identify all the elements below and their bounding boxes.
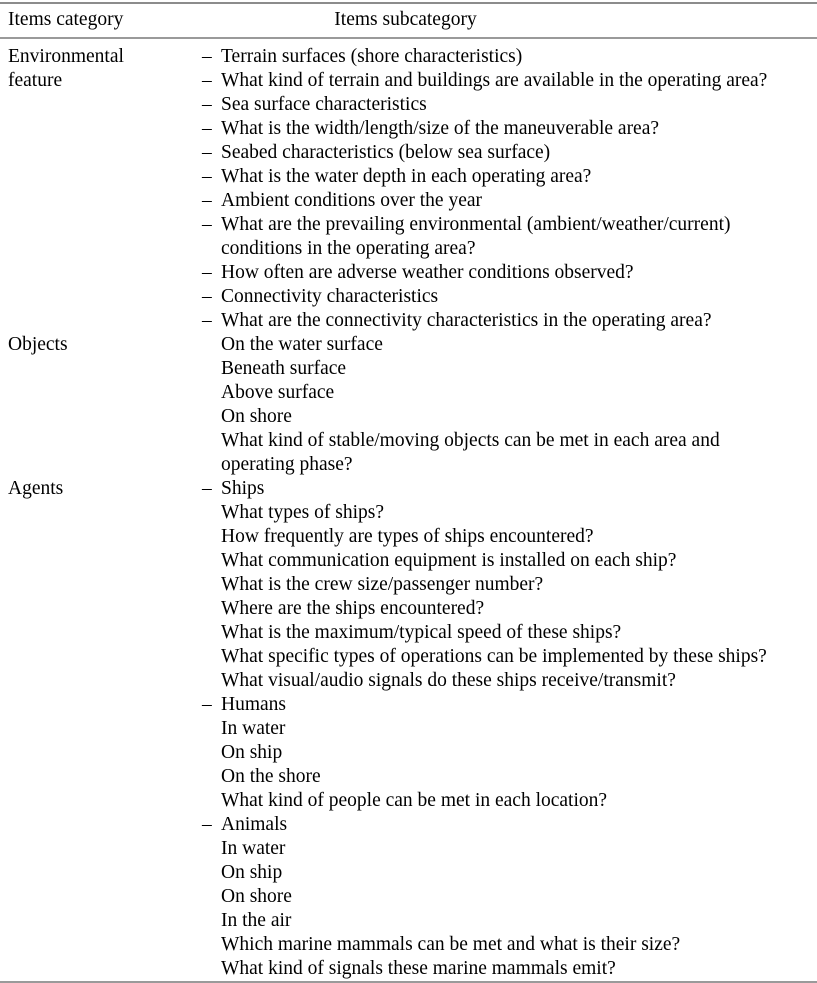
subcategory-item (202, 381, 805, 405)
items-category-cell (0, 333, 202, 357)
subcategory-item (202, 597, 805, 621)
items-subcategory-cell (202, 477, 817, 981)
subcategory-item-text: In the air (221, 910, 292, 931)
subcategory-item (202, 837, 805, 861)
subcategory-item-text: Above surface (221, 382, 335, 403)
subcategory-item (202, 69, 805, 93)
dash-bullet-icon: – (202, 94, 212, 115)
dash-bullet-icon: – (202, 118, 212, 139)
subcategory-item (202, 501, 805, 525)
subcategory-item (202, 549, 805, 573)
items-category-cell (0, 477, 202, 501)
dash-bullet-icon: – (202, 70, 212, 91)
subcategory-item-text: How often are adverse weather conditions observed? (221, 262, 634, 283)
table-row (0, 333, 817, 477)
table-body (0, 39, 817, 981)
subcategory-item (202, 717, 805, 741)
subcategory-item (202, 861, 805, 885)
subcategory-item-text: What is the maximum/typical speed of these ships? (221, 622, 622, 643)
subcategory-item-text: What kind of stable/moving objects can be met in each area and operating phase? (221, 430, 720, 475)
dash-bullet-icon: – (202, 166, 212, 187)
column-header-items-subcategory: Items subcategory (334, 9, 477, 30)
subcategory-item (202, 333, 805, 357)
dash-bullet-icon: – (202, 286, 212, 307)
subcategory-item-text: On shore (221, 406, 292, 427)
subcategory-item-text: Animals (221, 814, 288, 835)
subcategory-item-text: On ship (221, 742, 283, 763)
dash-bullet-icon: – (202, 142, 212, 163)
column-header-items-category: Items category (8, 9, 124, 30)
subcategory-item-text: In water (221, 838, 286, 859)
dash-bullet-icon: – (202, 46, 212, 67)
subcategory-item (202, 573, 805, 597)
subcategory-item (202, 525, 805, 549)
subcategory-item (202, 429, 805, 477)
subcategory-item (202, 189, 805, 213)
subcategory-item-text: On the water surface (221, 334, 383, 355)
subcategory-item-text: What are the prevailing environmental (ambient/weather/current) conditions in the operating area? (221, 214, 731, 259)
subcategory-item-text: Connectivity characteristics (221, 286, 439, 307)
subcategory-item-text: Ships (221, 478, 265, 499)
subcategory-item-text: In water (221, 718, 286, 739)
table-header-row (0, 4, 817, 37)
subcategory-item (202, 165, 805, 189)
subcategory-item-text: How frequently are types of ships encountered? (221, 526, 594, 547)
subcategory-item (202, 741, 805, 765)
subcategory-item (202, 933, 805, 957)
subcategory-item (202, 957, 805, 981)
subcategory-item (202, 645, 805, 669)
items-category-label: Objects (8, 334, 68, 355)
subcategory-item-text: Seabed characteristics (below sea surface) (221, 142, 551, 163)
subcategory-item-text: What are the connectivity characteristics in the operating area? (221, 310, 712, 331)
dash-bullet-icon: – (202, 478, 212, 499)
subcategory-item-text: What types of ships? (221, 502, 385, 523)
items-category-label: Environmental (8, 46, 124, 67)
dash-bullet-icon: – (202, 814, 212, 835)
subcategory-item-text: On ship (221, 862, 283, 883)
dash-bullet-icon: – (202, 190, 212, 211)
items-subcategory-cell (202, 333, 817, 477)
items-taxonomy-table (0, 2, 817, 983)
subcategory-item (202, 477, 805, 501)
dash-bullet-icon: – (202, 214, 212, 235)
subcategory-item-text: What kind of signals these marine mammals emit? (221, 958, 616, 979)
subcategory-item (202, 357, 805, 381)
subcategory-item (202, 885, 805, 909)
items-category-label: Agents (8, 478, 64, 499)
subcategory-item (202, 309, 805, 333)
subcategory-item-text: Sea surface characteristics (221, 94, 427, 115)
items-subcategory-cell (202, 45, 817, 333)
subcategory-item (202, 213, 805, 261)
subcategory-item (202, 285, 805, 309)
subcategory-item-text: On the shore (221, 766, 321, 787)
subcategory-item-text: What kind of terrain and buildings are available in the operating area? (221, 70, 768, 91)
table-row (0, 45, 817, 333)
subcategory-item-text: What communication equipment is installed on each ship? (221, 550, 677, 571)
subcategory-item-text: What kind of people can be met in each location? (221, 790, 608, 811)
subcategory-item-text: On shore (221, 886, 292, 907)
subcategory-item-text: Humans (221, 694, 286, 715)
subcategory-item (202, 909, 805, 933)
subcategory-item (202, 765, 805, 789)
items-category-label: feature (8, 70, 63, 91)
dash-bullet-icon: – (202, 310, 212, 331)
subcategory-item (202, 693, 805, 717)
subcategory-item (202, 405, 805, 429)
subcategory-item-text: What specific types of operations can be implemented by these ships? (221, 646, 767, 667)
subcategory-item-text: What visual/audio signals do these ships receive/transmit? (221, 670, 676, 691)
items-category-cell (0, 45, 202, 93)
subcategory-item-text: What is the water depth in each operating area? (221, 166, 592, 187)
subcategory-item (202, 669, 805, 693)
dash-bullet-icon: – (202, 694, 212, 715)
table-row (0, 477, 817, 981)
subcategory-item-text: Beneath surface (221, 358, 347, 379)
subcategory-item (202, 621, 805, 645)
subcategory-item-text: Which marine mammals can be met and what is their size? (221, 934, 681, 955)
subcategory-item (202, 261, 805, 285)
subcategory-item-text: Terrain surfaces (shore characteristics) (221, 46, 523, 67)
subcategory-item-text: What is the crew size/passenger number? (221, 574, 544, 595)
subcategory-item-text: What is the width/length/size of the maneuverable area? (221, 118, 660, 139)
subcategory-item-text: Where are the ships encountered? (221, 598, 485, 619)
dash-bullet-icon: – (202, 262, 212, 283)
subcategory-item (202, 813, 805, 837)
subcategory-item (202, 45, 805, 69)
subcategory-item (202, 93, 805, 117)
subcategory-item (202, 117, 805, 141)
subcategory-item-text: Ambient conditions over the year (221, 190, 483, 211)
subcategory-item (202, 789, 805, 813)
subcategory-item (202, 141, 805, 165)
